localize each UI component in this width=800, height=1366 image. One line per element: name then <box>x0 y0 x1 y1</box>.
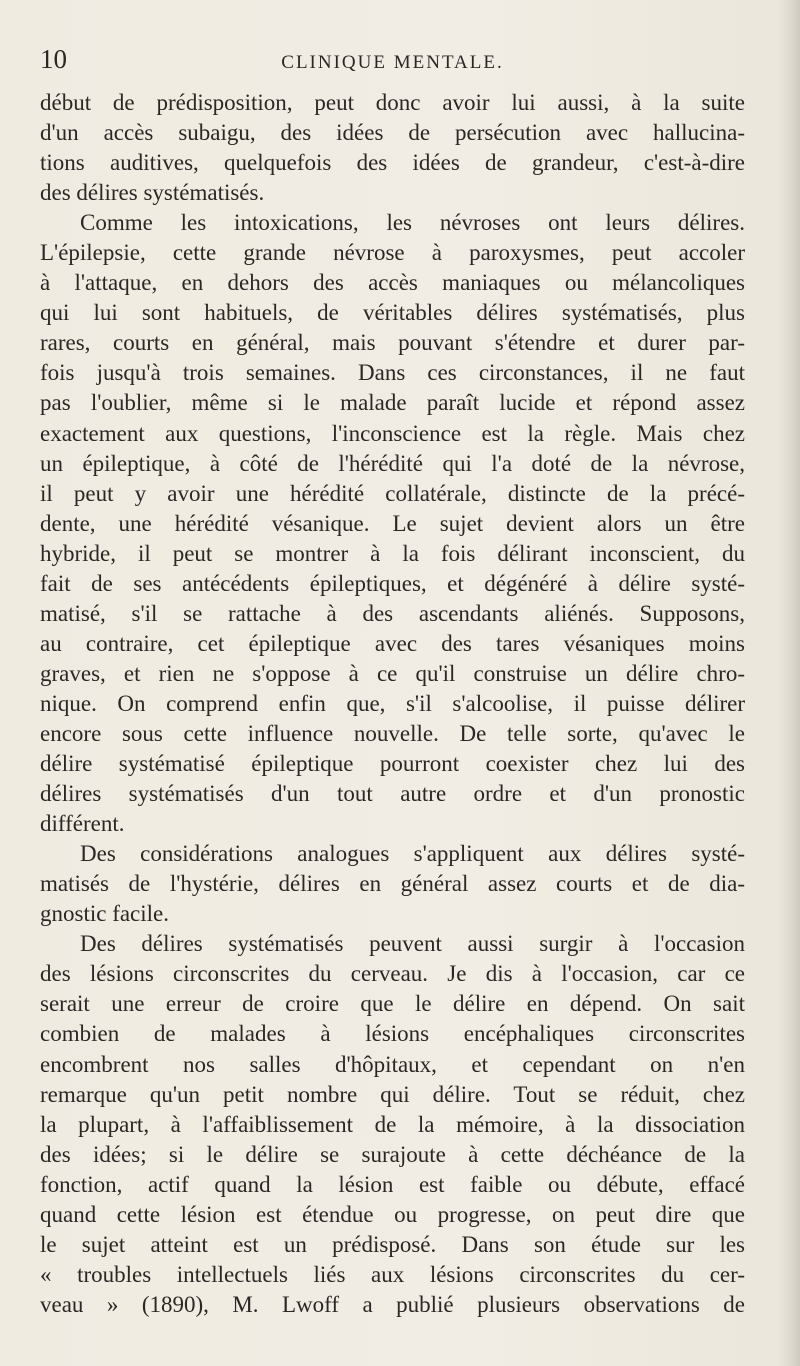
text-line: au contraire, cet épileptique avec des tares vésaniques moins <box>40 630 745 656</box>
text-line: matisé, s'il se rattache à des ascendants aliénés. Supposons, <box>40 600 745 626</box>
paragraph-1 <box>40 88 745 208</box>
text-line: graves, et rien ne s'oppose à ce qu'il construise un délire chro- <box>40 660 745 686</box>
text-line: encombrent nos salles d'hôpitaux, et cependant on n'en <box>40 1051 745 1077</box>
text-line: nique. On comprend enfin que, s'il s'alcoolise, il puisse délirer <box>40 690 745 716</box>
text-line: tions auditives, quelquefois des idées de grandeur, c'est-à-dire <box>40 150 745 176</box>
text-line: il peut y avoir une hérédité collatérale, distincte de la précé- <box>40 480 745 506</box>
text-line: hybride, il peut se montrer à la fois délirant inconscient, du <box>40 540 745 566</box>
text-line: fait de ses antécédents épileptiques, et dégénéré à délire systé- <box>40 570 745 596</box>
text-line: fonction, actif quand la lésion est faible ou débute, effacé <box>40 1171 745 1197</box>
text-line: combien de malades à lésions encéphaliques circonscrites <box>40 1021 745 1047</box>
text-line: la plupart, à l'affaiblissement de la mémoire, à la dissociation <box>40 1111 745 1137</box>
paragraph-3 <box>40 839 745 929</box>
text-line: exactement aux questions, l'inconscience est la règle. Mais chez <box>40 420 745 446</box>
paragraph-4 <box>40 929 745 1320</box>
text-line: encore sous cette influence nouvelle. De telle sorte, qu'avec le <box>40 720 745 746</box>
text-line: Des considérations analogues s'appliquent aux délires systé- <box>80 841 745 867</box>
body-text <box>40 88 745 1320</box>
page-number: 10 <box>40 44 67 74</box>
text-line: d'un accès subaigu, des idées de persécution avec hallucina- <box>40 120 745 146</box>
text-line: qui lui sont habituels, de véritables délires systématisés, plus <box>40 300 745 326</box>
text-line: différent. <box>40 811 125 837</box>
page-edge-shadow <box>778 0 800 1366</box>
text-line: veau » (1890), M. Lwoff a publié plusieurs observations de <box>40 1291 745 1317</box>
text-line: à l'attaque, en dehors des accès maniaques ou mélancoliques <box>40 270 745 296</box>
text-line: des lésions circonscrites du cerveau. Je dis à l'occasion, car ce <box>40 961 745 987</box>
text-line: délire systématisé épileptique pourront coexister chez lui des <box>40 751 745 777</box>
text-line: des délires systématisés. <box>40 180 265 206</box>
text-line: Des délires systématisés peuvent aussi surgir à l'occasion <box>80 931 745 957</box>
text-line: gnostic facile. <box>40 901 170 927</box>
page-header <box>40 44 745 84</box>
text-line: début de prédisposition, peut donc avoir lui aussi, à la suite <box>40 90 745 115</box>
text-line: remarque qu'un petit nombre qui délire. Tout se réduit, chez <box>40 1081 745 1107</box>
text-line: un épileptique, à côté de l'hérédité qui l'a doté de la névrose, <box>40 450 745 476</box>
text-line: délires systématisés d'un tout autre ordre et d'un pronostic <box>40 781 745 807</box>
paragraph-2 <box>40 208 745 839</box>
text-line: des idées; si le délire se surajoute à cette déchéance de la <box>40 1141 745 1167</box>
text-line: Comme les intoxications, les névroses ont leurs délires. <box>80 210 745 236</box>
text-line: pas l'oublier, même si le malade paraît lucide et répond assez <box>40 390 745 416</box>
text-line: rares, courts en général, mais pouvant s'étendre et durer par- <box>40 330 745 356</box>
text-line: « troubles intellectuels liés aux lésions circonscrites du cer- <box>40 1261 745 1287</box>
text-line: le sujet atteint est un prédisposé. Dans son étude sur les <box>40 1231 745 1257</box>
text-line: matisés de l'hystérie, délires en général assez courts et de dia- <box>40 871 745 897</box>
text-line: serait une erreur de croire que le délire en dépend. On sait <box>40 991 745 1017</box>
text-line: quand cette lésion est étendue ou progresse, on peut dire que <box>40 1201 745 1227</box>
running-head: CLINIQUE MENTALE. <box>281 52 504 73</box>
text-line: L'épilepsie, cette grande névrose à paroxysmes, peut accoler <box>40 240 745 266</box>
text-line: fois jusqu'à trois semaines. Dans ces circonstances, il ne faut <box>40 360 745 386</box>
text-line: dente, une hérédité vésanique. Le sujet devient alors un être <box>40 510 745 536</box>
